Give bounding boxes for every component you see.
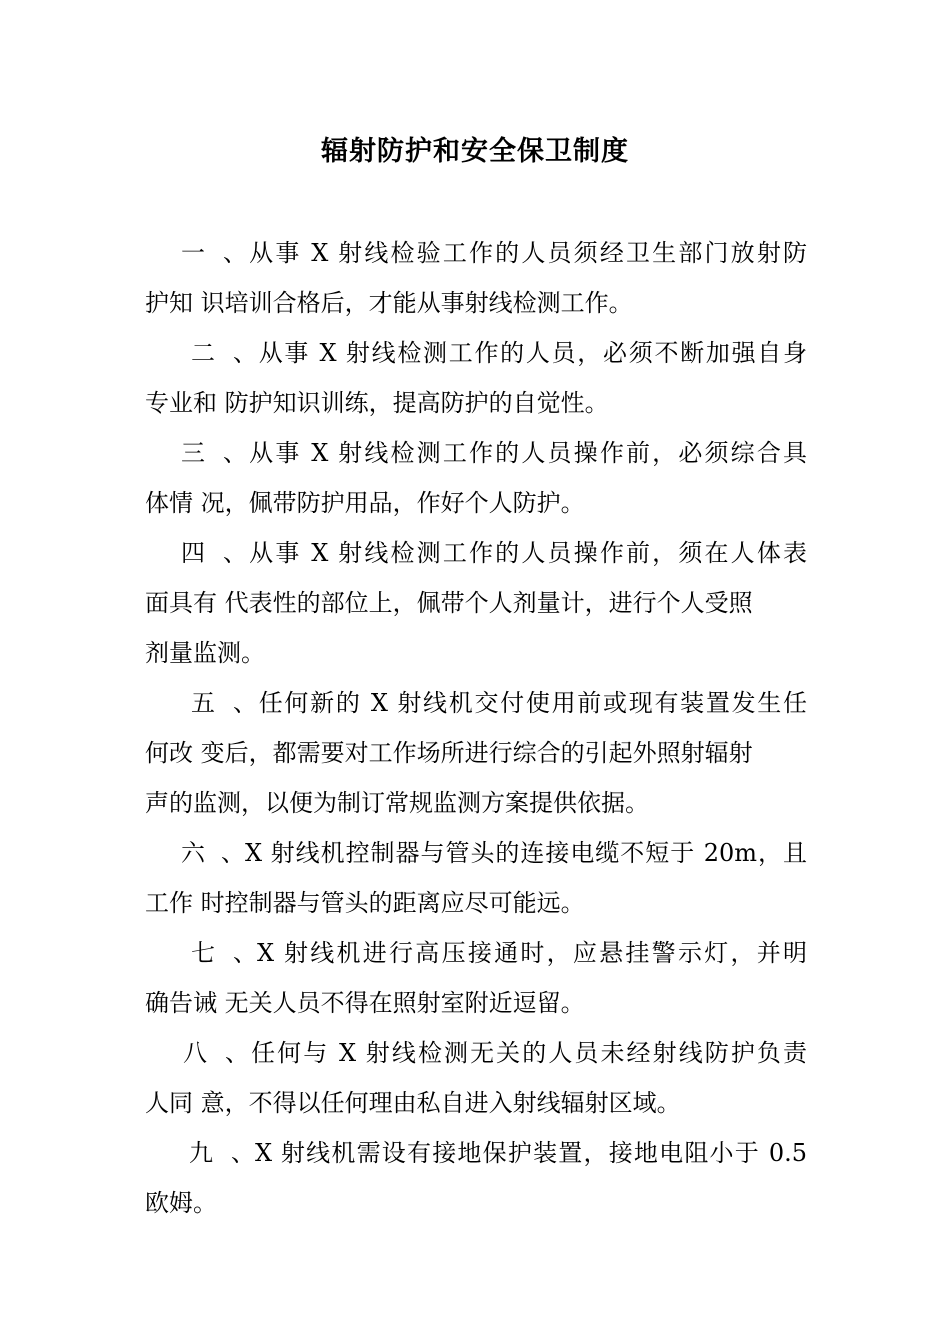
item-first-line [145,228,807,278]
item-text: 任何新的 X 射线机交付使用前或现有装置发生任 [257,689,807,717]
list-item [145,228,807,328]
item-first-line [145,678,807,728]
item-text-line: 何改 变后，都需要对工作场所进行综合的引起外照射辐射 [145,739,753,767]
item-text: X 射线机需设有接地保护装置，接地电阻小于 0.5 [255,1139,807,1167]
item-text: 从事 X 射线检测工作的人员，必须不断加强自身 [257,339,807,367]
item-first-line [145,528,807,578]
item-text: 任何与 X 射线检测无关的人员未经射线防护负责 [249,1039,807,1067]
list-item [145,928,807,1028]
list-item [145,528,807,678]
item-first-line [145,828,807,878]
document-body [145,228,807,1228]
item-number: 五、 [191,689,257,717]
item-text: 从事 X 射线检测工作的人员操作前，须在人体表 [247,539,807,567]
list-item [145,428,807,528]
item-number: 八、 [183,1039,249,1067]
item-number: 三、 [181,439,247,467]
item-text-line: 欧姆。 [145,1189,217,1217]
item-number: 九、 [189,1139,255,1167]
item-text-line: 面具有 代表性的部位上，佩带个人剂量计，进行个人受照 [145,589,753,617]
item-text-line: 确告诫 无关人员不得在照射室附近逗留。 [145,989,585,1017]
item-text-line: 人同 意，不得以任何理由私自进入射线辐射区域。 [145,1089,681,1117]
item-first-line [145,1028,807,1078]
list-item [145,678,807,828]
list-item [145,1028,807,1128]
item-text: X 射线机控制器与管头的连接电缆不短于 20m，且 [245,839,807,867]
item-first-line [145,328,807,378]
item-text-line: 声的监测，以便为制订常规监测方案提供依据。 [145,789,649,817]
item-text: 从事 X 射线检测工作的人员操作前，必须综合具 [247,439,807,467]
item-text: X 射线机进行高压接通时，应悬挂警示灯，并明 [257,939,807,967]
item-text-line: 体情 况，佩带防护用品，作好个人防护。 [145,489,585,517]
list-item [145,828,807,928]
item-number: 二、 [191,339,257,367]
item-text: 从事 X 射线检验工作的人员须经卫生部门放射防 [247,239,807,267]
document-title: 辐射防护和安全保卫制度 [321,136,629,167]
item-number: 六、 [181,839,245,867]
item-number: 四、 [181,539,247,567]
item-text-line: 护知 识培训合格后，才能从事射线检测工作。 [145,289,633,317]
item-text-line: 专业和 防护知识训练，提高防护的自觉性。 [145,389,609,417]
item-number: 七、 [191,939,257,967]
item-number: 一、 [181,239,247,267]
list-item [145,328,807,428]
item-text-line: 工作 时控制器与管头的距离应尽可能远。 [145,889,585,917]
item-first-line [145,928,807,978]
item-text-line: 剂量监测。 [145,639,265,667]
item-first-line [145,1128,807,1178]
item-first-line [145,428,807,478]
list-item [145,1128,807,1228]
